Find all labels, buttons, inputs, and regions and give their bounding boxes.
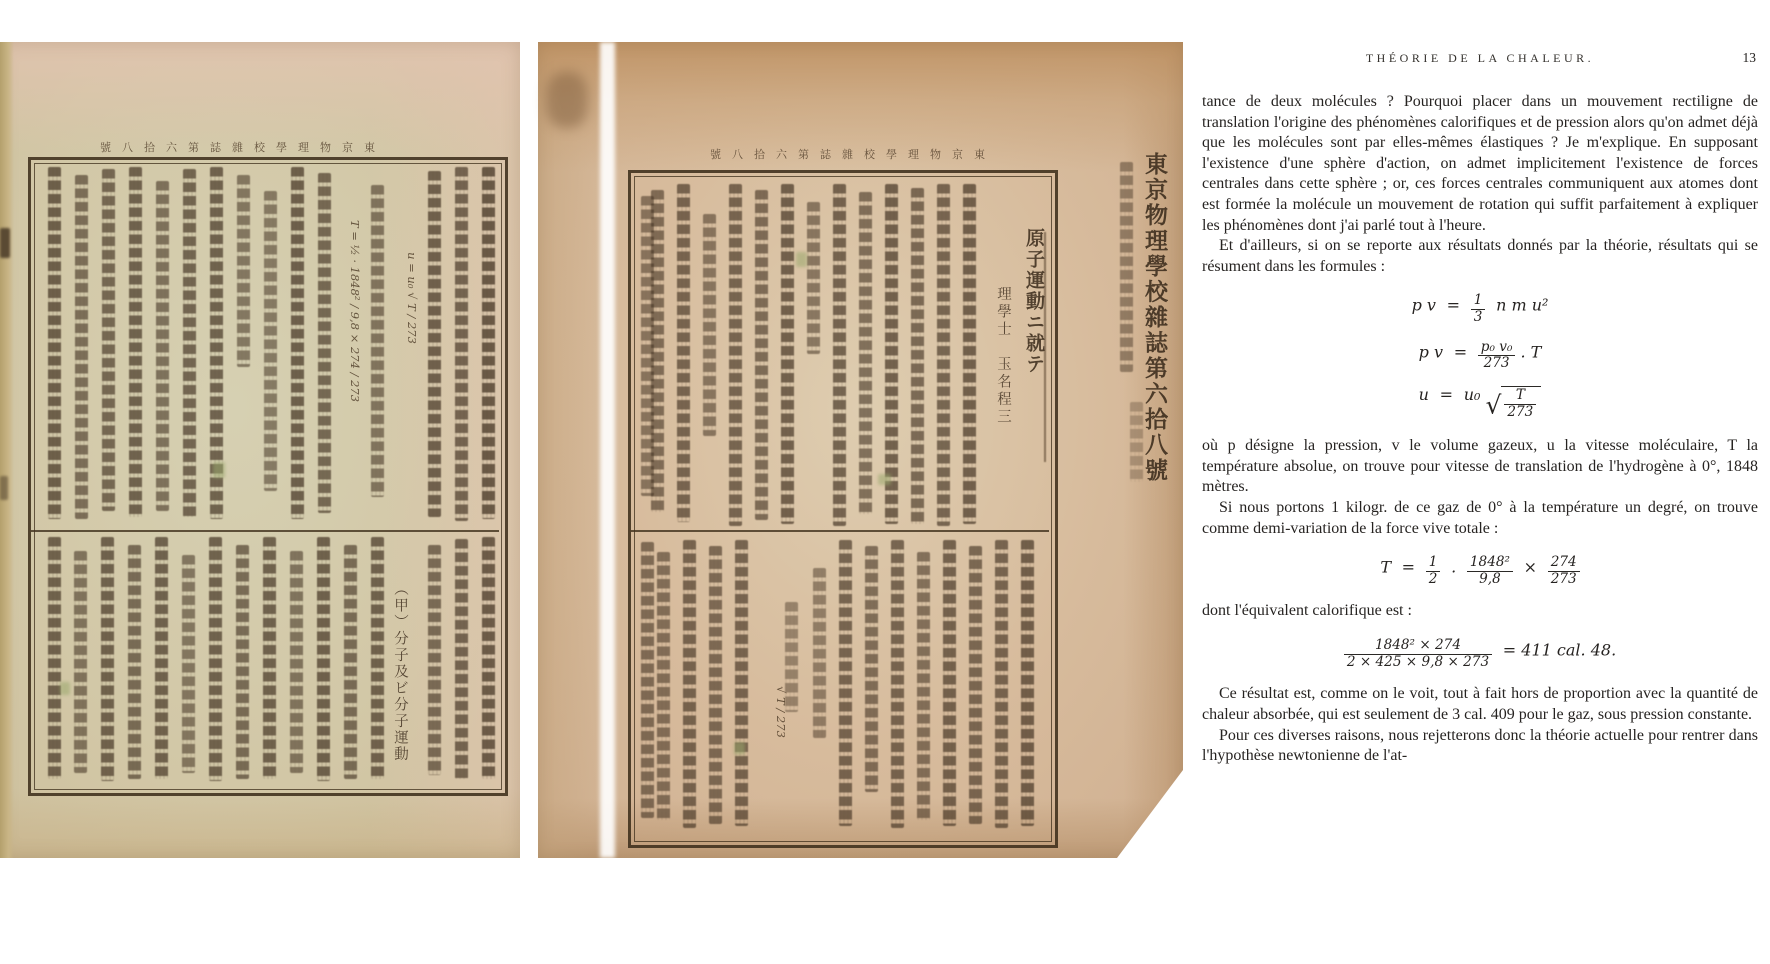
- fraction: $\frac{\text{1848²}}{9,8}$: [1467, 555, 1513, 587]
- text-column: [371, 537, 384, 779]
- fraction: $\frac{\text{p₀ v₀}}{273}$: [1478, 340, 1516, 372]
- formula-calorific-equivalent: [1202, 638, 1758, 670]
- issue-title: 東京物理學校雜誌第六拾八號: [1141, 152, 1167, 484]
- text-column: [371, 185, 384, 497]
- scan-artifact: [213, 462, 225, 478]
- scan-artifact: [734, 742, 745, 755]
- left-journal-page: [0, 42, 520, 858]
- text-column: [75, 175, 88, 519]
- text-column: [482, 537, 495, 779]
- text-column: [236, 545, 249, 779]
- text-column: [48, 537, 61, 779]
- fraction: $\frac{1}{3}$: [1471, 293, 1486, 325]
- fraction: $\frac{\text{1848² × 274}}{2 \times 425 \times 9,8 \times 273}$: [1344, 638, 1492, 670]
- text-column: [1130, 402, 1143, 482]
- text-column: [290, 551, 303, 773]
- text-column: [209, 537, 222, 781]
- text-column: [344, 545, 357, 779]
- scan-artifact: [878, 474, 891, 485]
- formula-lhs: p v: [1418, 342, 1444, 362]
- scan-artifact: [796, 252, 807, 267]
- article-title: 原子運動ニ就テ: [1023, 228, 1045, 375]
- formula-u-sqrt: [1202, 386, 1758, 420]
- text-column: [155, 537, 168, 779]
- page-number: 13: [1742, 50, 1756, 65]
- paragraph: Si nous portons 1 kilogr. de ce gaz de 0° à la température un degré, on trouve comme demi-variation de la force vive totale :: [1202, 499, 1758, 537]
- running-header: 號八拾六第誌雜校學理物京東: [100, 141, 386, 154]
- fraction: $\frac{274}{273}$: [1548, 555, 1580, 587]
- equals-sign: =: [1439, 384, 1454, 404]
- equals-sign: =: [1401, 557, 1416, 577]
- formula-rhs: . T: [1520, 342, 1542, 362]
- formula-coefficient: u₀: [1463, 384, 1481, 404]
- text-column: [317, 537, 330, 781]
- fraction: $\frac{1}{2}$: [1426, 555, 1441, 587]
- formula-pv-nmu: [1202, 293, 1758, 325]
- text-column: [428, 545, 441, 775]
- paragraph-cut-off: Pour ces diverses raisons, nous rejetterons donc la théorie actuelle pour rentrer dans l'hypothèse newtonienne de l'at-: [1202, 726, 1758, 765]
- formula-result: = 411 cal. 48.: [1502, 640, 1617, 660]
- text-column: [263, 537, 276, 779]
- paragraph: Ce résultat est, comme on le voit, tout à fait hors de proportion avec la quantité de chaleur absorbée, qui est seulement de 3 cal. 409 pour le gaz, sous pression constante.: [1202, 685, 1758, 723]
- text-column: [102, 169, 115, 511]
- text-column: [182, 555, 195, 773]
- formula-lhs: p v: [1411, 295, 1436, 315]
- text-column: [128, 545, 141, 779]
- formula-lhs: T: [1380, 557, 1391, 577]
- paragraph: où p désigne la pression, v le volume gazeux, u la vitesse moléculaire, T la température absolue, on trouve pour vitesse de translation de l'hydrogène à 0°, 1848 mètres.: [1202, 437, 1758, 496]
- paragraph: Et d'ailleurs, si on se reporte aux résultats donnés par la théorie, résultats qui se résument dans les formules :: [1202, 237, 1758, 275]
- equals-sign: =: [1453, 342, 1468, 362]
- french-book-page: [1202, 48, 1758, 767]
- text-column: [156, 181, 169, 511]
- formula-force-vive: [1202, 555, 1758, 587]
- text-column: [237, 175, 250, 367]
- text-column: [1120, 162, 1133, 372]
- text-column: [455, 539, 468, 779]
- formula-lhs: u: [1418, 384, 1429, 404]
- text-column: [291, 167, 304, 519]
- text-column: [482, 167, 495, 519]
- formula-pv-gaslaw: [1202, 340, 1758, 372]
- section-heading: （甲）分子及ビ分子運動: [392, 581, 408, 763]
- page-body: [1202, 92, 1758, 767]
- paragraph-continuation: tance de deux molécules ? Pourquoi placer dans un mouvement rectiligne de translation l'origine des phénomènes calorifiques et de pression alors qu'on admet déjà que les molécules sont par elles-mêmes élastiques ? Je m'explique. En supposant l'existence d'une sphère d'action, on admet implicitement l'existence de forces centrales dans cette sphère ; or, ces forces centrales communiquent aux atomes dont est formée la molécule un mouvement de rotation qui suffit parfaitement à expliquer les phénomènes dont j'ai parlé tout à l'heure.: [1202, 93, 1758, 234]
- dot-operator: .: [1451, 557, 1457, 577]
- article-author: 理學士 玉名程三: [995, 286, 1011, 426]
- equals-sign: =: [1446, 295, 1461, 315]
- middle-journal-page: [538, 42, 1183, 858]
- text-column: [183, 169, 196, 517]
- text-column: [455, 167, 468, 521]
- text-column: [129, 167, 142, 517]
- section-divider: [31, 530, 499, 532]
- upper-text-block: [0, 165, 520, 525]
- scan-artifact: [60, 682, 70, 695]
- lower-text-block: [0, 535, 520, 785]
- text-column: [318, 173, 331, 513]
- square-root: √ $\frac{T}{273}$: [1486, 385, 1542, 404]
- times-sign: ×: [1523, 557, 1538, 577]
- text-column: [74, 551, 87, 773]
- text-column: [264, 191, 277, 491]
- text-column: [48, 167, 61, 519]
- rotated-formula-fraction: T = ½ · 1848² / 9,8 × 274 / 273: [348, 219, 362, 403]
- rotated-formula-radical: √ T / 273: [774, 686, 788, 738]
- paragraph: dont l'équivalent calorifique est :: [1202, 602, 1412, 620]
- text-column: [101, 537, 114, 781]
- page-header: [1202, 48, 1758, 74]
- page-title: THÉORIE DE LA CHALEUR.: [1365, 51, 1595, 65]
- rotated-formula-radical: u = u₀ √ T / 273: [405, 252, 419, 344]
- page-corner-curl: [1117, 770, 1183, 858]
- margin-block: [538, 42, 1183, 858]
- running-header: 號八拾六第誌雜校學理物京東: [710, 148, 996, 161]
- text-column: [428, 171, 441, 517]
- formula-rhs: n m u²: [1496, 295, 1549, 315]
